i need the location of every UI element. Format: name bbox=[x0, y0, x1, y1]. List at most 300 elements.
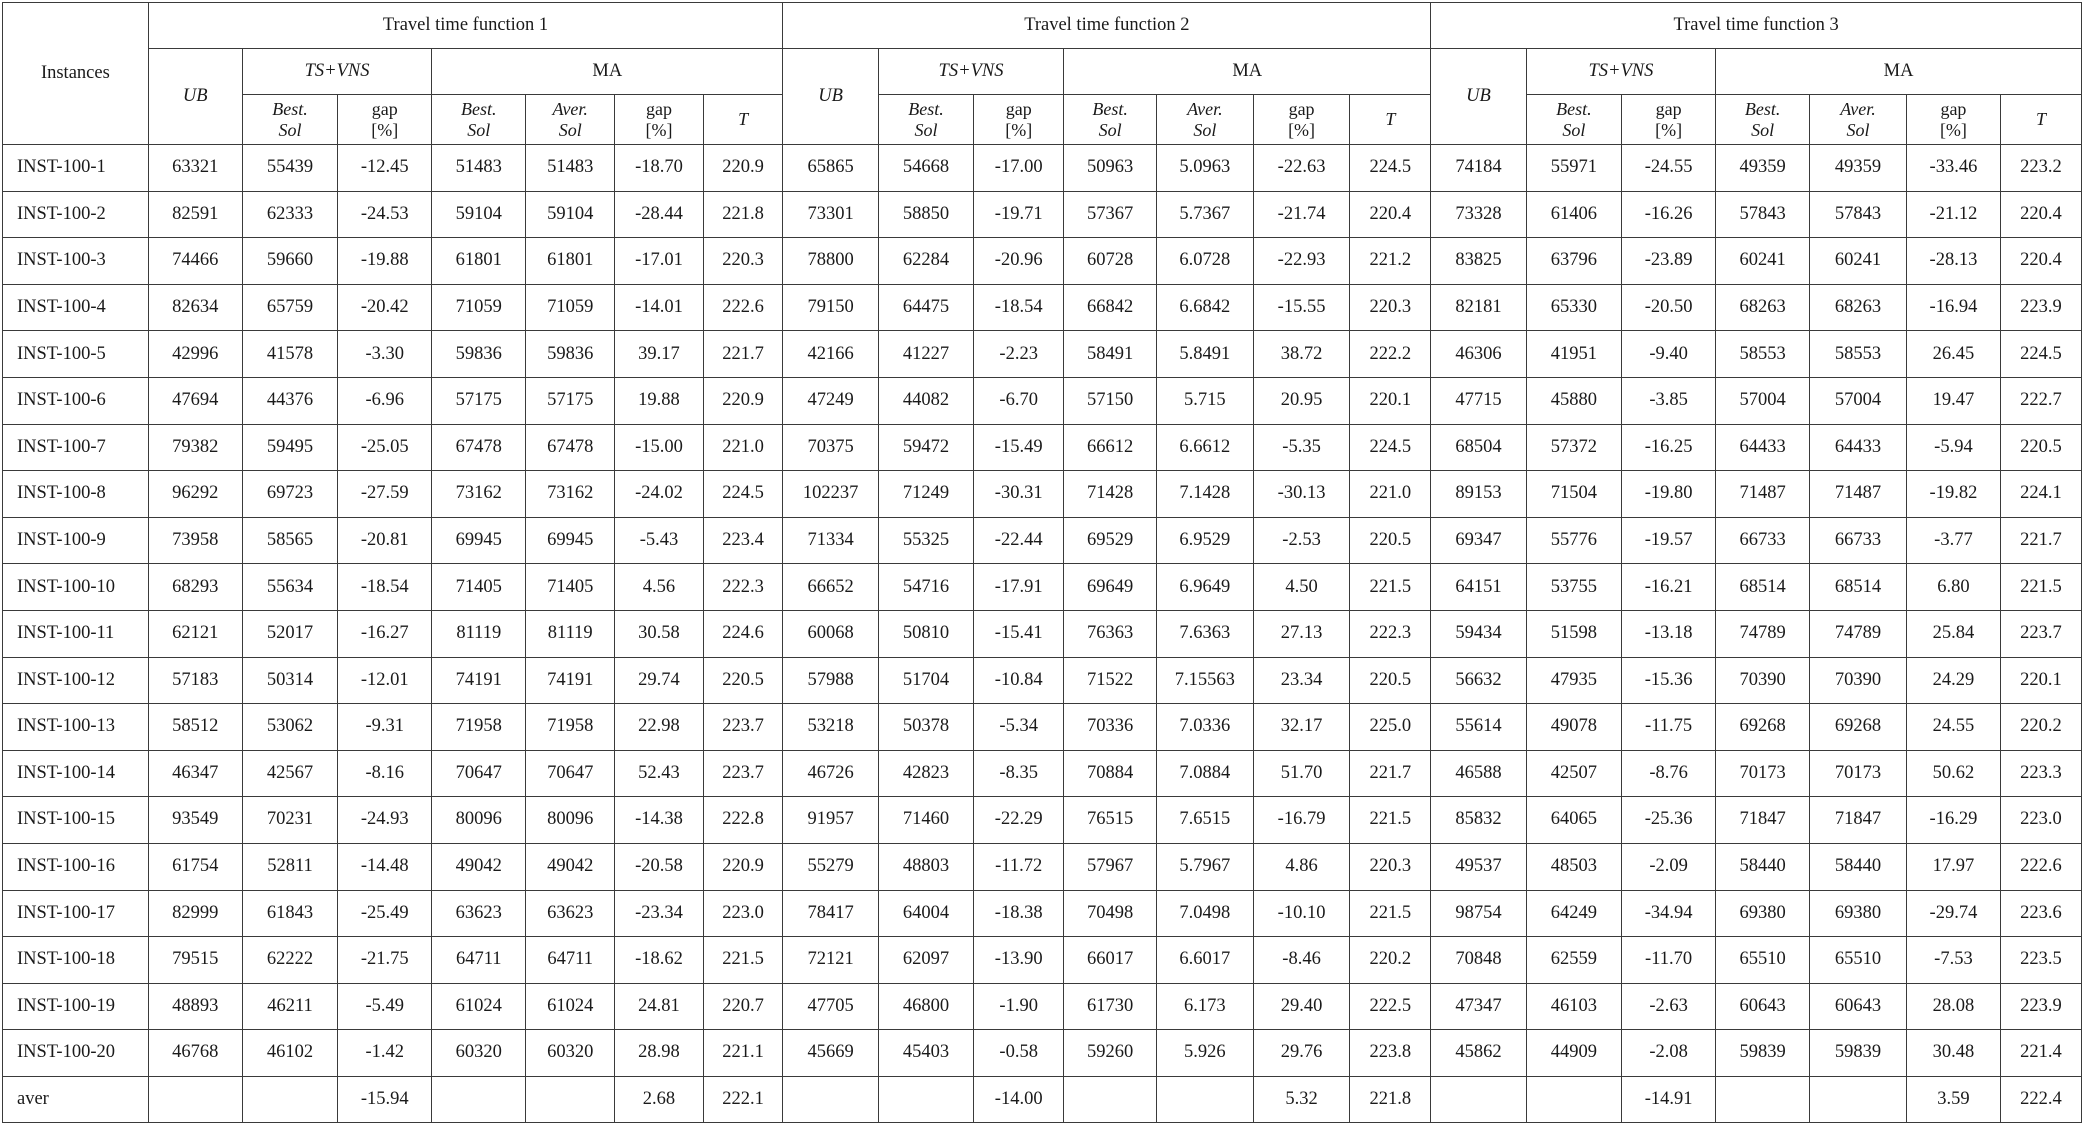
function-2-ma-aver-sol-cell: 6.9649 bbox=[1156, 564, 1253, 611]
function-3-ub-cell: 89153 bbox=[1431, 471, 1526, 518]
ma-best-sol-header-line: Sol bbox=[467, 119, 491, 140]
function-1-tsvns-gap-cell: -15.94 bbox=[338, 1076, 432, 1123]
tsvns-best-sol-header-line: Sol bbox=[278, 119, 302, 140]
function-3-tsvns-best-sol-cell: 63796 bbox=[1526, 238, 1621, 285]
function-1-ma-gap-cell: 22.98 bbox=[615, 704, 704, 751]
function-3-tsvns-best-sol-cell: 51598 bbox=[1526, 610, 1621, 657]
function-3-ub-cell: 47715 bbox=[1431, 377, 1526, 424]
function-3-ma-best-sol-cell: 71487 bbox=[1716, 471, 1810, 518]
ub-header: UB bbox=[1431, 49, 1526, 145]
function-1-ma-aver-sol-cell: 74191 bbox=[526, 657, 615, 704]
function-3-ma-gap-cell: -7.53 bbox=[1906, 937, 2000, 984]
tsvns-best-sol-header-line: Best. bbox=[272, 98, 308, 119]
function-1-tsvns-best-sol-cell: 70231 bbox=[242, 797, 337, 844]
ma-header: MA bbox=[1064, 49, 1431, 95]
function-1-ub-cell: 68293 bbox=[148, 564, 242, 611]
function-1-ma-time-cell: 220.9 bbox=[703, 843, 783, 890]
function-1-ma-time-cell: 221.8 bbox=[703, 191, 783, 238]
table-row bbox=[3, 983, 2082, 1030]
function-2-ma-gap-cell: 4.50 bbox=[1253, 564, 1350, 611]
function-2-tsvns-best-sol-cell: 71460 bbox=[878, 797, 973, 844]
function-3-ub-cell: 85832 bbox=[1431, 797, 1526, 844]
function-1-ma-aver-sol-cell: 51483 bbox=[526, 145, 615, 192]
function-1-tsvns-gap-cell: -6.96 bbox=[338, 377, 432, 424]
function-2-tsvns-gap-cell: -11.72 bbox=[974, 843, 1064, 890]
function-3-ma-gap-cell: 19.47 bbox=[1906, 377, 2000, 424]
function-2-tsvns-gap-cell: -10.84 bbox=[974, 657, 1064, 704]
function-2-ma-aver-sol-cell: 5.7967 bbox=[1156, 843, 1253, 890]
function-1-tsvns-best-sol-cell: 50314 bbox=[242, 657, 337, 704]
function-1-ub-cell: 58512 bbox=[148, 704, 242, 751]
function-2-tsvns-gap-cell: -30.31 bbox=[974, 471, 1064, 518]
function-3-tsvns-best-sol-cell: 46103 bbox=[1526, 983, 1621, 1030]
function-3-ub-cell: 49537 bbox=[1431, 843, 1526, 890]
instance-name-cell: INST-100-19 bbox=[3, 983, 149, 1030]
instance-name-cell: INST-100-11 bbox=[3, 610, 149, 657]
function-1-ub-cell bbox=[148, 1076, 242, 1123]
function-2-tsvns-best-sol-cell: 62097 bbox=[878, 937, 973, 984]
function-3-tsvns-gap-cell: -15.36 bbox=[1622, 657, 1716, 704]
function-3-ma-time-cell: 222.6 bbox=[2000, 843, 2081, 890]
function-2-tsvns-best-sol-cell: 48803 bbox=[878, 843, 973, 890]
table-row bbox=[3, 284, 2082, 331]
tsvns-best-sol-header-line: Best. bbox=[908, 98, 944, 119]
function-2-tsvns-best-sol-cell: 42823 bbox=[878, 750, 973, 797]
table-row bbox=[3, 377, 2082, 424]
ma-best-sol-header-line: Sol bbox=[1751, 119, 1775, 140]
function-3-ma-gap-cell: 25.84 bbox=[1906, 610, 2000, 657]
function-2-ma-best-sol-cell: 50963 bbox=[1064, 145, 1157, 192]
function-1-ma-gap-cell: -18.62 bbox=[615, 937, 704, 984]
function-2-ma-time-cell: 220.5 bbox=[1350, 657, 1431, 704]
function-2-ub-cell: 65865 bbox=[783, 145, 878, 192]
function-2-tsvns-gap-cell: -1.90 bbox=[974, 983, 1064, 1030]
function-1-tsvns-best-sol-cell: 46102 bbox=[242, 1030, 337, 1077]
function-1-ma-time-cell: 220.3 bbox=[703, 238, 783, 285]
function-3-tsvns-gap-cell: -11.70 bbox=[1622, 937, 1716, 984]
function-1-ma-best-sol-cell: 74191 bbox=[432, 657, 526, 704]
function-3-ma-time-cell: 220.1 bbox=[2000, 657, 2081, 704]
function-3-tsvns-best-sol-cell: 47935 bbox=[1526, 657, 1621, 704]
function-3-ma-best-sol-cell: 57843 bbox=[1716, 191, 1810, 238]
function-3-tsvns-gap-cell: -19.57 bbox=[1622, 517, 1716, 564]
function-2-tsvns-best-sol-cell: 64475 bbox=[878, 284, 973, 331]
header-row-columns bbox=[3, 95, 2082, 145]
function-3-ma-aver-sol-cell: 65510 bbox=[1810, 937, 1907, 984]
function-2-ma-time-cell: 225.0 bbox=[1350, 704, 1431, 751]
function-3-ub-cell: 82181 bbox=[1431, 284, 1526, 331]
instance-name-cell: INST-100-5 bbox=[3, 331, 149, 378]
function-3-ub-cell: 55614 bbox=[1431, 704, 1526, 751]
function-2-ma-best-sol-cell: 69529 bbox=[1064, 517, 1157, 564]
function-1-ma-gap-cell: 19.88 bbox=[615, 377, 704, 424]
function-1-ma-aver-sol-cell: 57175 bbox=[526, 377, 615, 424]
header-row-functions bbox=[3, 3, 2082, 49]
table-row bbox=[3, 191, 2082, 238]
function-2-ma-time-cell: 220.3 bbox=[1350, 843, 1431, 890]
function-3-ma-best-sol-cell: 71847 bbox=[1716, 797, 1810, 844]
function-1-header: Travel time function 1 bbox=[148, 3, 783, 49]
function-2-header: Travel time function 2 bbox=[783, 3, 1431, 49]
function-3-ma-gap-cell: 3.59 bbox=[1906, 1076, 2000, 1123]
function-3-tsvns-best-sol-cell: 41951 bbox=[1526, 331, 1621, 378]
function-1-ma-time-cell: 221.5 bbox=[703, 937, 783, 984]
instance-name-cell: INST-100-17 bbox=[3, 890, 149, 937]
function-1-ma-aver-sol-cell: 64711 bbox=[526, 937, 615, 984]
function-2-ma-gap-cell: 20.95 bbox=[1253, 377, 1350, 424]
function-1-ma-time-cell: 220.7 bbox=[703, 983, 783, 1030]
function-2-tsvns-gap-cell: -0.58 bbox=[974, 1030, 1064, 1077]
function-1-ma-gap-cell: 52.43 bbox=[615, 750, 704, 797]
function-2-tsvns-best-sol-cell: 50378 bbox=[878, 704, 973, 751]
function-1-ma-time-cell: 220.9 bbox=[703, 377, 783, 424]
function-3-ma-aver-sol-cell bbox=[1810, 1076, 1907, 1123]
function-3-tsvns-best-sol-cell: 64065 bbox=[1526, 797, 1621, 844]
function-1-ma-best-sol-cell: 57175 bbox=[432, 377, 526, 424]
function-2-ub-cell: 57988 bbox=[783, 657, 878, 704]
ma-gap-header bbox=[615, 95, 704, 145]
function-2-ub-cell: 78417 bbox=[783, 890, 878, 937]
function-2-ma-best-sol-cell: 59260 bbox=[1064, 1030, 1157, 1077]
function-1-ub-cell: 82591 bbox=[148, 191, 242, 238]
function-3-ma-best-sol-cell: 70173 bbox=[1716, 750, 1810, 797]
function-1-ma-aver-sol-cell: 63623 bbox=[526, 890, 615, 937]
function-3-ma-aver-sol-cell: 70173 bbox=[1810, 750, 1907, 797]
function-1-tsvns-best-sol-cell: 55439 bbox=[242, 145, 337, 192]
table-row bbox=[3, 471, 2082, 518]
function-1-tsvns-best-sol-cell: 52017 bbox=[242, 610, 337, 657]
function-3-ma-best-sol-cell: 68514 bbox=[1716, 564, 1810, 611]
table-row bbox=[3, 657, 2082, 704]
function-2-ma-gap-cell: 32.17 bbox=[1253, 704, 1350, 751]
function-3-ma-time-cell: 223.9 bbox=[2000, 983, 2081, 1030]
function-3-tsvns-gap-cell: -14.91 bbox=[1622, 1076, 1716, 1123]
function-3-ma-aver-sol-cell: 64433 bbox=[1810, 424, 1907, 471]
function-2-ub-cell: 47249 bbox=[783, 377, 878, 424]
function-1-ma-time-cell: 223.0 bbox=[703, 890, 783, 937]
function-1-ma-aver-sol-cell: 71958 bbox=[526, 704, 615, 751]
instance-name-cell: INST-100-15 bbox=[3, 797, 149, 844]
instance-name-cell: INST-100-10 bbox=[3, 564, 149, 611]
function-1-tsvns-best-sol-cell: 69723 bbox=[242, 471, 337, 518]
function-2-ma-aver-sol-cell: 6.6612 bbox=[1156, 424, 1253, 471]
function-3-ma-best-sol-cell: 68263 bbox=[1716, 284, 1810, 331]
function-3-ma-gap-cell: -3.77 bbox=[1906, 517, 2000, 564]
function-1-tsvns-gap-cell: -24.53 bbox=[338, 191, 432, 238]
function-2-ma-best-sol-cell: 76363 bbox=[1064, 610, 1157, 657]
function-2-tsvns-best-sol-cell: 64004 bbox=[878, 890, 973, 937]
function-2-ub-cell: 47705 bbox=[783, 983, 878, 1030]
tsvns-gap-header-line: gap bbox=[1005, 98, 1032, 119]
ma-header: MA bbox=[432, 49, 783, 95]
function-1-tsvns-gap-cell: -1.42 bbox=[338, 1030, 432, 1077]
function-1-ma-aver-sol-cell: 73162 bbox=[526, 471, 615, 518]
function-2-ub-cell: 91957 bbox=[783, 797, 878, 844]
function-3-ub-cell bbox=[1431, 1076, 1526, 1123]
function-3-ma-time-cell: 223.3 bbox=[2000, 750, 2081, 797]
function-2-tsvns-best-sol-cell: 59472 bbox=[878, 424, 973, 471]
function-1-ub-cell: 96292 bbox=[148, 471, 242, 518]
function-1-ma-time-cell: 221.7 bbox=[703, 331, 783, 378]
function-3-header: Travel time function 3 bbox=[1431, 3, 2082, 49]
function-1-ma-aver-sol-cell: 59836 bbox=[526, 331, 615, 378]
function-1-ma-best-sol-cell bbox=[432, 1076, 526, 1123]
function-2-tsvns-best-sol-cell: 50810 bbox=[878, 610, 973, 657]
function-2-tsvns-best-sol-cell: 54668 bbox=[878, 145, 973, 192]
function-1-ma-time-cell: 221.0 bbox=[703, 424, 783, 471]
function-3-tsvns-best-sol-cell: 42507 bbox=[1526, 750, 1621, 797]
function-1-tsvns-gap-cell: -5.49 bbox=[338, 983, 432, 1030]
function-3-ma-aver-sol-cell: 68514 bbox=[1810, 564, 1907, 611]
function-2-ma-time-cell: 221.5 bbox=[1350, 797, 1431, 844]
ma-best-sol-header bbox=[1716, 95, 1810, 145]
function-3-ma-aver-sol-cell: 58440 bbox=[1810, 843, 1907, 890]
function-2-ub-cell: 53218 bbox=[783, 704, 878, 751]
function-2-ma-gap-cell: -21.74 bbox=[1253, 191, 1350, 238]
table-row bbox=[3, 797, 2082, 844]
function-2-ma-time-cell: 221.5 bbox=[1350, 564, 1431, 611]
function-3-ma-time-cell: 224.1 bbox=[2000, 471, 2081, 518]
instance-name-cell: INST-100-4 bbox=[3, 284, 149, 331]
function-1-tsvns-best-sol-cell: 62333 bbox=[242, 191, 337, 238]
function-3-ma-gap-cell: 28.08 bbox=[1906, 983, 2000, 1030]
function-3-tsvns-best-sol-cell: 45880 bbox=[1526, 377, 1621, 424]
function-2-tsvns-best-sol-cell: 41227 bbox=[878, 331, 973, 378]
function-3-ma-aver-sol-cell: 71487 bbox=[1810, 471, 1907, 518]
function-1-tsvns-gap-cell: -25.49 bbox=[338, 890, 432, 937]
function-1-ma-time-cell: 220.9 bbox=[703, 145, 783, 192]
function-2-ma-gap-cell: 29.76 bbox=[1253, 1030, 1350, 1077]
ma-gap-header-line: [%] bbox=[1288, 119, 1316, 140]
ma-aver-sol-header-line: Sol bbox=[1846, 119, 1870, 140]
function-3-ub-cell: 98754 bbox=[1431, 890, 1526, 937]
ma-gap-header-line: gap bbox=[1940, 98, 1967, 119]
function-3-ma-gap-cell: 17.97 bbox=[1906, 843, 2000, 890]
function-2-ma-time-cell: 221.5 bbox=[1350, 890, 1431, 937]
function-2-tsvns-gap-cell: -20.96 bbox=[974, 238, 1064, 285]
function-1-tsvns-best-sol-cell bbox=[242, 1076, 337, 1123]
function-1-tsvns-gap-cell: -3.30 bbox=[338, 331, 432, 378]
instance-name-cell: INST-100-8 bbox=[3, 471, 149, 518]
function-3-ma-gap-cell: 24.29 bbox=[1906, 657, 2000, 704]
function-2-ub-cell bbox=[783, 1076, 878, 1123]
function-1-ma-gap-cell: 39.17 bbox=[615, 331, 704, 378]
ma-best-sol-header-line: Best. bbox=[461, 98, 497, 119]
function-1-tsvns-best-sol-cell: 58565 bbox=[242, 517, 337, 564]
function-1-tsvns-gap-cell: -12.01 bbox=[338, 657, 432, 704]
function-3-ub-cell: 56632 bbox=[1431, 657, 1526, 704]
instance-name-cell: INST-100-18 bbox=[3, 937, 149, 984]
header-row-methods bbox=[3, 49, 2082, 95]
ub-header: UB bbox=[148, 49, 242, 145]
function-1-ma-aver-sol-cell: 59104 bbox=[526, 191, 615, 238]
function-1-ma-aver-sol-cell: 61024 bbox=[526, 983, 615, 1030]
function-2-ma-best-sol-cell: 71522 bbox=[1064, 657, 1157, 704]
function-2-ub-cell: 70375 bbox=[783, 424, 878, 471]
function-1-tsvns-best-sol-cell: 44376 bbox=[242, 377, 337, 424]
function-3-ma-time-cell: 223.2 bbox=[2000, 145, 2081, 192]
function-3-ma-best-sol-cell: 59839 bbox=[1716, 1030, 1810, 1077]
function-2-ma-gap-cell: -2.53 bbox=[1253, 517, 1350, 564]
tsvns-best-sol-header bbox=[878, 95, 973, 145]
function-2-ma-time-cell: 223.8 bbox=[1350, 1030, 1431, 1077]
function-2-ma-time-cell: 220.3 bbox=[1350, 284, 1431, 331]
function-1-ma-best-sol-cell: 80096 bbox=[432, 797, 526, 844]
function-2-ma-gap-cell: 4.86 bbox=[1253, 843, 1350, 890]
ma-aver-sol-header-line: Aver. bbox=[552, 98, 588, 119]
function-2-ma-gap-cell: -15.55 bbox=[1253, 284, 1350, 331]
function-2-tsvns-best-sol-cell: 71249 bbox=[878, 471, 973, 518]
function-2-tsvns-gap-cell: -18.38 bbox=[974, 890, 1064, 937]
function-1-ma-best-sol-cell: 61801 bbox=[432, 238, 526, 285]
function-3-tsvns-best-sol-cell: 62559 bbox=[1526, 937, 1621, 984]
function-2-tsvns-gap-cell: -8.35 bbox=[974, 750, 1064, 797]
function-3-ma-gap-cell: -16.29 bbox=[1906, 797, 2000, 844]
function-2-ma-time-cell: 220.5 bbox=[1350, 517, 1431, 564]
instance-name-cell: INST-100-16 bbox=[3, 843, 149, 890]
function-3-ma-gap-cell: -19.82 bbox=[1906, 471, 2000, 518]
function-2-tsvns-gap-cell: -17.91 bbox=[974, 564, 1064, 611]
function-1-ma-gap-cell: 2.68 bbox=[615, 1076, 704, 1123]
function-2-ma-aver-sol-cell: 7.1428 bbox=[1156, 471, 1253, 518]
function-3-ub-cell: 46306 bbox=[1431, 331, 1526, 378]
function-3-ma-time-cell: 220.4 bbox=[2000, 238, 2081, 285]
tsvns-gap-header-line: gap bbox=[371, 98, 398, 119]
tsvns-gap-header-line: [%] bbox=[1005, 119, 1033, 140]
function-1-ma-aver-sol-cell: 61801 bbox=[526, 238, 615, 285]
function-1-ma-time-cell: 222.8 bbox=[703, 797, 783, 844]
function-2-tsvns-best-sol-cell: 45403 bbox=[878, 1030, 973, 1077]
function-1-ma-best-sol-cell: 71405 bbox=[432, 564, 526, 611]
instance-name-cell: INST-100-6 bbox=[3, 377, 149, 424]
function-1-tsvns-gap-cell: -24.93 bbox=[338, 797, 432, 844]
function-3-ma-time-cell: 220.2 bbox=[2000, 704, 2081, 751]
function-3-ma-aver-sol-cell: 60643 bbox=[1810, 983, 1907, 1030]
function-1-ub-cell: 93549 bbox=[148, 797, 242, 844]
function-2-ma-best-sol-cell: 57967 bbox=[1064, 843, 1157, 890]
function-2-ma-best-sol-cell: 66017 bbox=[1064, 937, 1157, 984]
function-2-ma-time-cell: 220.4 bbox=[1350, 191, 1431, 238]
function-2-ma-best-sol-cell: 71428 bbox=[1064, 471, 1157, 518]
ma-header: MA bbox=[1716, 49, 2082, 95]
function-2-ub-cell: 45669 bbox=[783, 1030, 878, 1077]
function-1-ma-gap-cell: -28.44 bbox=[615, 191, 704, 238]
function-2-ub-cell: 79150 bbox=[783, 284, 878, 331]
function-1-ma-best-sol-cell: 51483 bbox=[432, 145, 526, 192]
function-3-tsvns-gap-cell: -8.76 bbox=[1622, 750, 1716, 797]
function-3-ma-best-sol-cell: 69380 bbox=[1716, 890, 1810, 937]
function-2-ma-aver-sol-cell: 5.926 bbox=[1156, 1030, 1253, 1077]
function-3-ma-gap-cell: -28.13 bbox=[1906, 238, 2000, 285]
ma-gap-header-line: gap bbox=[645, 98, 672, 119]
function-1-ma-best-sol-cell: 73162 bbox=[432, 471, 526, 518]
function-2-ma-aver-sol-cell: 6.6842 bbox=[1156, 284, 1253, 331]
function-1-ub-cell: 79382 bbox=[148, 424, 242, 471]
function-3-tsvns-gap-cell: -19.80 bbox=[1622, 471, 1716, 518]
function-2-ma-best-sol-cell: 66842 bbox=[1064, 284, 1157, 331]
function-1-tsvns-gap-cell: -20.81 bbox=[338, 517, 432, 564]
function-1-ma-time-cell: 224.5 bbox=[703, 471, 783, 518]
function-2-tsvns-gap-cell: -14.00 bbox=[974, 1076, 1064, 1123]
function-1-ma-time-cell: 220.5 bbox=[703, 657, 783, 704]
ma-aver-sol-header-line: Aver. bbox=[1187, 98, 1223, 119]
function-1-ub-cell: 46768 bbox=[148, 1030, 242, 1077]
function-2-ma-time-cell: 224.5 bbox=[1350, 145, 1431, 192]
function-2-ma-time-cell: 222.3 bbox=[1350, 610, 1431, 657]
function-3-ma-best-sol-cell: 60241 bbox=[1716, 238, 1810, 285]
function-3-ma-gap-cell: -16.94 bbox=[1906, 284, 2000, 331]
function-1-ma-time-cell: 222.1 bbox=[703, 1076, 783, 1123]
function-3-ub-cell: 64151 bbox=[1431, 564, 1526, 611]
function-1-ma-best-sol-cell: 70647 bbox=[432, 750, 526, 797]
function-1-ma-best-sol-cell: 61024 bbox=[432, 983, 526, 1030]
instance-name-cell: INST-100-20 bbox=[3, 1030, 149, 1077]
function-1-tsvns-gap-cell: -19.88 bbox=[338, 238, 432, 285]
function-2-ma-time-cell: 221.2 bbox=[1350, 238, 1431, 285]
function-3-tsvns-best-sol-cell: 64249 bbox=[1526, 890, 1621, 937]
function-2-ma-aver-sol-cell: 5.8491 bbox=[1156, 331, 1253, 378]
function-3-ma-best-sol-cell: 70390 bbox=[1716, 657, 1810, 704]
tsvns-gap-header bbox=[338, 95, 432, 145]
function-2-ub-cell: 78800 bbox=[783, 238, 878, 285]
tsvns-gap-header-line: gap bbox=[1655, 98, 1682, 119]
function-3-ma-best-sol-cell: 49359 bbox=[1716, 145, 1810, 192]
function-3-ma-gap-cell: 26.45 bbox=[1906, 331, 2000, 378]
function-3-ma-gap-cell: -5.94 bbox=[1906, 424, 2000, 471]
function-1-ma-best-sol-cell: 59836 bbox=[432, 331, 526, 378]
function-3-ma-time-cell: 223.9 bbox=[2000, 284, 2081, 331]
function-3-ma-best-sol-cell: 57004 bbox=[1716, 377, 1810, 424]
table-row bbox=[3, 145, 2082, 192]
ma-best-sol-header-line: Sol bbox=[1098, 119, 1122, 140]
function-3-tsvns-gap-cell: -34.94 bbox=[1622, 890, 1716, 937]
function-1-ma-gap-cell: -18.70 bbox=[615, 145, 704, 192]
function-2-ub-cell: 72121 bbox=[783, 937, 878, 984]
instance-name-cell: INST-100-2 bbox=[3, 191, 149, 238]
function-2-ma-aver-sol-cell: 6.9529 bbox=[1156, 517, 1253, 564]
function-1-tsvns-gap-cell: -21.75 bbox=[338, 937, 432, 984]
function-2-tsvns-best-sol-cell: 46800 bbox=[878, 983, 973, 1030]
function-2-ub-cell: 46726 bbox=[783, 750, 878, 797]
function-3-ma-aver-sol-cell: 66733 bbox=[1810, 517, 1907, 564]
function-3-tsvns-gap-cell: -20.50 bbox=[1622, 284, 1716, 331]
function-1-ma-gap-cell: 29.74 bbox=[615, 657, 704, 704]
ma-gap-header bbox=[1253, 95, 1350, 145]
function-3-ma-time-cell: 223.6 bbox=[2000, 890, 2081, 937]
function-2-tsvns-best-sol-cell: 44082 bbox=[878, 377, 973, 424]
function-3-ma-aver-sol-cell: 57843 bbox=[1810, 191, 1907, 238]
function-2-ma-gap-cell: 29.40 bbox=[1253, 983, 1350, 1030]
function-2-tsvns-gap-cell: -22.29 bbox=[974, 797, 1064, 844]
function-3-tsvns-gap-cell: -16.26 bbox=[1622, 191, 1716, 238]
ma-best-sol-header-line: Best. bbox=[1092, 98, 1128, 119]
function-2-ma-best-sol-cell: 70498 bbox=[1064, 890, 1157, 937]
table-row bbox=[3, 610, 2082, 657]
ma-time-header: T bbox=[2000, 95, 2081, 145]
function-1-tsvns-best-sol-cell: 53062 bbox=[242, 704, 337, 751]
function-3-tsvns-best-sol-cell: 61406 bbox=[1526, 191, 1621, 238]
function-2-ma-best-sol-cell: 69649 bbox=[1064, 564, 1157, 611]
function-1-ma-aver-sol-cell: 69945 bbox=[526, 517, 615, 564]
function-2-ub-cell: 60068 bbox=[783, 610, 878, 657]
function-2-tsvns-best-sol-cell: 62284 bbox=[878, 238, 973, 285]
function-1-ma-best-sol-cell: 69945 bbox=[432, 517, 526, 564]
function-3-tsvns-gap-cell: -13.18 bbox=[1622, 610, 1716, 657]
table-row bbox=[3, 424, 2082, 471]
function-2-ma-gap-cell: -8.46 bbox=[1253, 937, 1350, 984]
function-3-ub-cell: 74184 bbox=[1431, 145, 1526, 192]
function-3-ma-time-cell: 222.4 bbox=[2000, 1076, 2081, 1123]
